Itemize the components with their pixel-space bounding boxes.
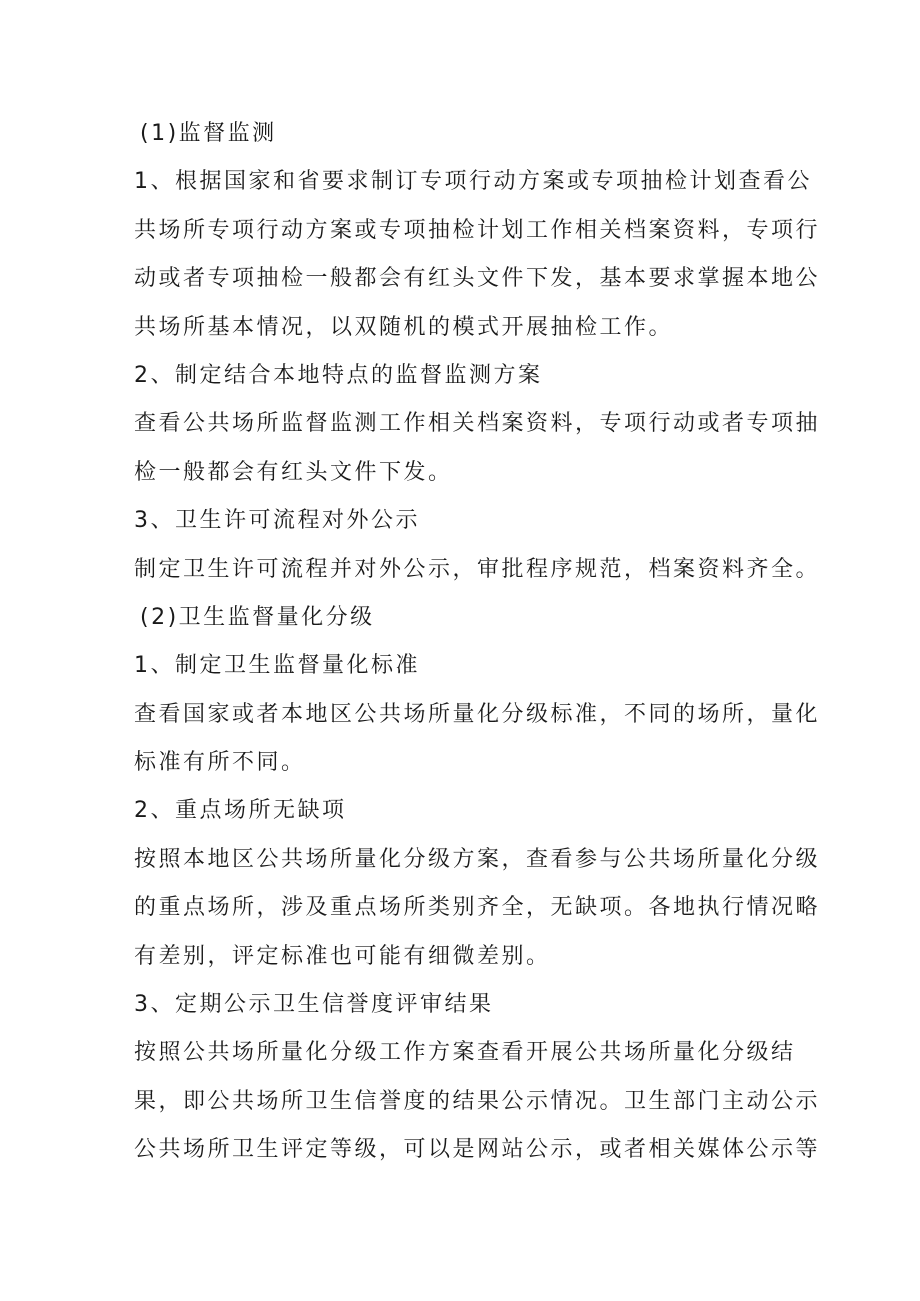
section-heading-quantified-grading: (2)卫生监督量化分级 bbox=[140, 604, 375, 630]
paragraph-line: 标准有所不同。 bbox=[134, 750, 306, 776]
document-body bbox=[134, 110, 821, 1175]
paragraph-line: 的重点场所，涉及重点场所类别齐全，无缺项。各地执行情况略 bbox=[134, 895, 821, 921]
item-heading-special-action-plan: 1、根据国家和省要求制订专项行动方案或专项抽检计划查看公 bbox=[134, 169, 812, 195]
item-heading-local-monitoring-plan: 2、制定结合本地特点的监督监测方案 bbox=[134, 362, 543, 388]
paragraph-line: 查看国家或者本地区公共场所量化分级标准，不同的场所，量化 bbox=[134, 701, 821, 727]
paragraph-line: 有差别，评定标准也可能有细微差别。 bbox=[134, 943, 551, 969]
item-heading-license-process-public: 3、卫生许可流程对外公示 bbox=[134, 508, 420, 534]
paragraph-line: 公共场所卫生评定等级，可以是网站公示，或者相关媒体公示等 bbox=[134, 1137, 821, 1163]
paragraph-line: 制定卫生许可流程并对外公示，审批程序规范，档案资料齐全。 bbox=[134, 556, 821, 582]
paragraph-line: 检一般都会有红头文件下发。 bbox=[134, 459, 453, 485]
paragraph-line: 共场所基本情况，以双随机的模式开展抽检工作。 bbox=[134, 314, 674, 340]
item-heading-quantified-standard: 1、制定卫生监督量化标准 bbox=[134, 653, 420, 679]
paragraph-line: 果，即公共场所卫生信誉度的结果公示情况。卫生部门主动公示 bbox=[134, 1088, 821, 1114]
item-heading-key-venues: 2、重点场所无缺项 bbox=[134, 798, 347, 824]
paragraph-line: 共场所专项行动方案或专项抽检计划工作相关档案资料，专项行 bbox=[134, 217, 821, 243]
paragraph-line: 按照公共场所量化分级工作方案查看开展公共场所量化分级结 bbox=[134, 1040, 796, 1066]
paragraph-line: 查看公共场所监督监测工作相关档案资料，专项行动或者专项抽 bbox=[134, 411, 821, 437]
item-heading-credit-rating-results: 3、定期公示卫生信誉度评审结果 bbox=[134, 992, 494, 1018]
paragraph-line: 按照本地区公共场所量化分级方案，查看参与公共场所量化分级 bbox=[134, 846, 821, 872]
paragraph-line: 动或者专项抽检一般都会有红头文件下发，基本要求掌握本地公 bbox=[134, 266, 821, 292]
section-heading-supervision-monitoring: (1)监督监测 bbox=[140, 121, 277, 146]
